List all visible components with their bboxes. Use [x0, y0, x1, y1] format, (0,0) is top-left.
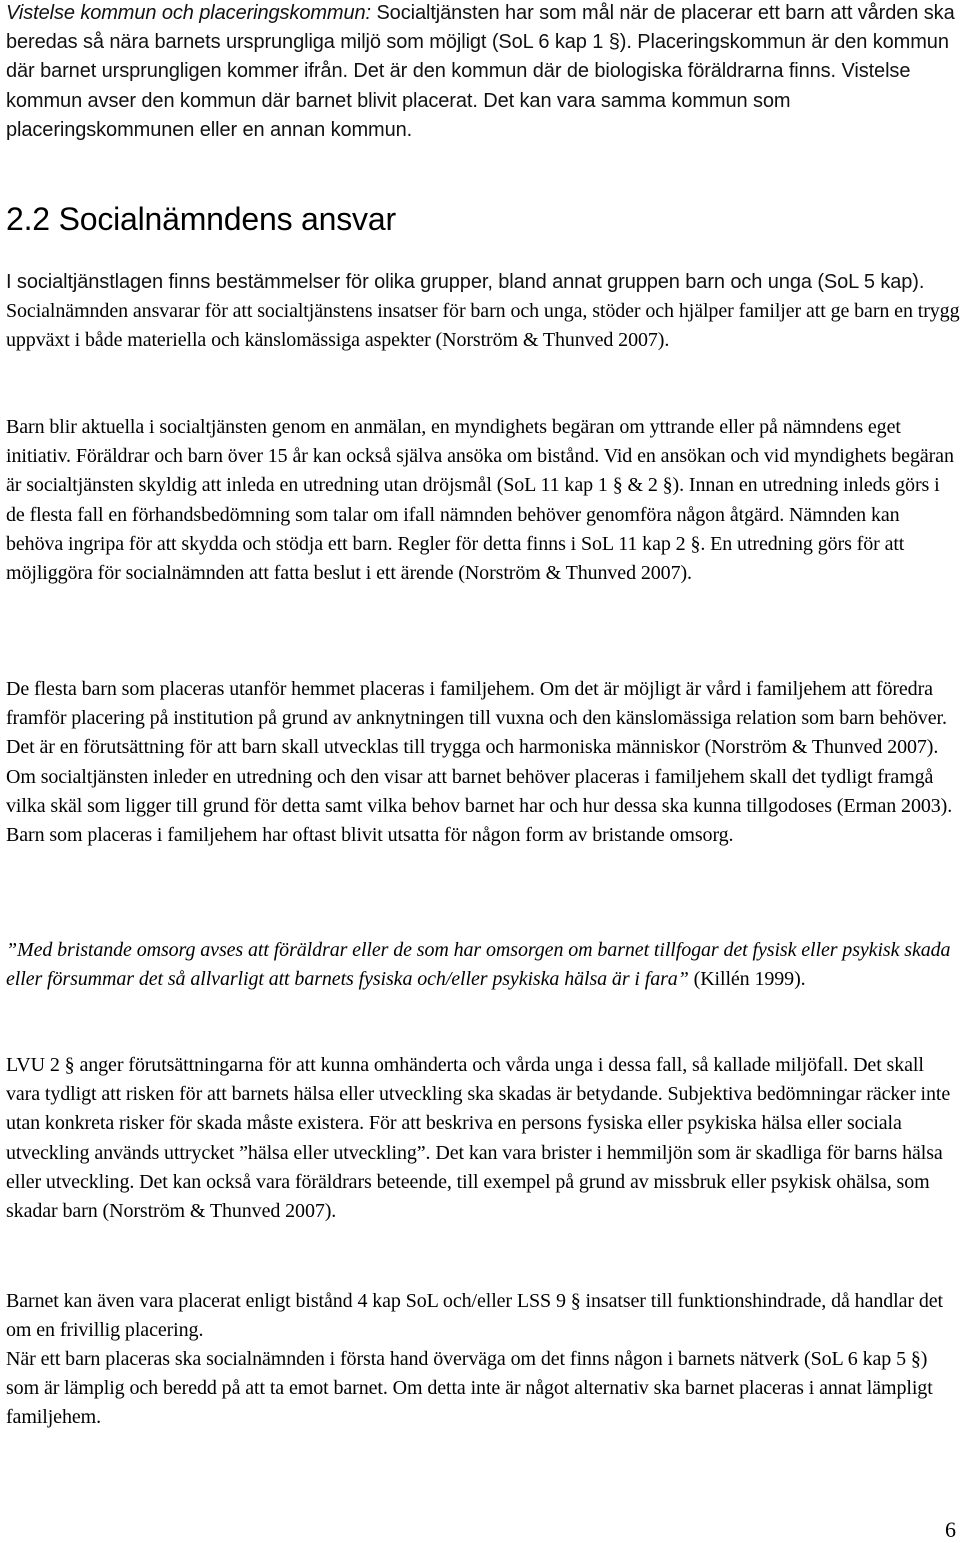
body-paragraph-7: När ett barn placeras ska socialnämnden i första hand överväga om det finns någon i barnets nätverk (SoL 6 kap 5 §) som är lämplig och beredd på att ta emot barnet. Om detta inte är något alternativ ska barnet placeras i annat lämpligt familjehem.: [6, 1348, 933, 1429]
body-paragraph-6: Barnet kan även vara placerat enligt bistånd 4 kap SoL och/eller LSS 9 § insatser till funktionshindrade, då handlar det om en frivillig placering.: [6, 1290, 943, 1342]
quote-paragraph: [6, 936, 960, 994]
body-paragraph-5: LVU 2 § anger förutsättningarna för att kunna omhänderta och vårda unga i dessa fall, så kallade miljöfall. Det skall vara tydligt att risken för att barnets hälsa eller utveckling ska skadas är betydande. Subjektiva bedömningar räcker inte utan konkreta risker för skada måste existera. För att beskriva en persons fysiska eller psykiska hälsa eller sociala utveckling används uttrycket ”hälsa eller utveckling”. Det kan vara brister i hemmiljön som är skadliga för barns hälsa eller utveckling. Det kan också vara föräldrars beteende, till exempel på grund av missbruk eller psykisk ohälsa, som skadar barn (Norström & Thunved 2007).: [6, 1054, 951, 1223]
intro-paragraph: [6, 0, 956, 145]
intro-lead-italic: Vistelse kommun och placeringskommun:: [6, 2, 371, 24]
body-paragraph-1: [6, 268, 960, 356]
intro-text: Socialtjänsten har som mål när de placerar ett barn att vården ska beredas så nära barnets ursprungliga miljö som möjligt (SoL 6 kap 1 §). Placeringskommun är den kommun där barnet ursprungligen kommer ifrån. Det är den kommun där de biologiska föräldrarna finns. Vistelse kommun avser den kommun där barnet blivit placerat. Det kan vara samma kommun som placeringskommunen eller en annan kommun.: [6, 2, 955, 141]
page-number: 6: [945, 1517, 956, 1542]
quote-citation: (Killén 1999).: [688, 968, 806, 991]
section-heading: 2.2 Socialnämndens ansvar: [6, 201, 396, 237]
paragraph-1-serif-part: Socialnämnden ansvarar för att socialtjänstens insatser för barn och unga, stöder och hjälper familjer att ge barn en trygg uppväxt i både materiella och känslomässiga aspekter (Norström & Thunved 2007).: [6, 300, 960, 352]
body-paragraph-2: Barn blir aktuella i socialtjänsten genom en anmälan, en myndighets begäran om yttrande eller på nämndens eget initiativ. Föräldrar och barn över 15 år kan också själva ansöka om bistånd. Vid en ansökan och vid myndighets begäran är socialtjänsten skyldig att inleda en utredning utan dröjsmål (SoL 11 kap 1 § & 2 §). Innan en utredning inleds görs i de flesta fall en förhandsbedömning som talar om ifall nämnden behöver genomföra någon åtgärd. Nämnden kan behöva ingripa för att skydda och stödja ett barn. Regler för detta finns i SoL 11 kap 2 §. En utredning görs för att möjliggöra för socialnämnden att fatta beslut i ett ärende (Norström & Thunved 2007).: [6, 416, 954, 585]
paragraph-1-sans-part: I socialtjänstlagen finns bestämmelser för olika grupper, bland annat gruppen barn och unga (SoL 5 kap).: [6, 271, 925, 293]
body-paragraph-3: De flesta barn som placeras utanför hemmet placeras i familjehem. Om det är möjligt är vård i familjehem att föredra framför placering på institution på grund av anknytningen till vuxna och den känslomässiga relation som barn behöver. Det är en förutsättning för att barn skall utvecklas till trygga och harmoniska människor (Norström & Thunved 2007). Om socialtjänsten inleder en utredning och den visar att barnet behöver placeras i familjehem skall det tydligt framgå vilka skäl som ligger till grund för detta samt vilka behov barnet har och hur dessa ska kunna tillgodoses (Erman 2003). Barn som placeras i familjehem har oftast blivit utsatta för någon form av bristande omsorg.: [6, 678, 953, 847]
block-quote: ”Med bristande omsorg avses att föräldrar eller de som har omsorgen om barnet tillfogar det fysisk eller psykisk skada eller försummar det så allvarligt att barnets fysiska och/eller psykiska hälsa är i fara”: [6, 939, 951, 991]
